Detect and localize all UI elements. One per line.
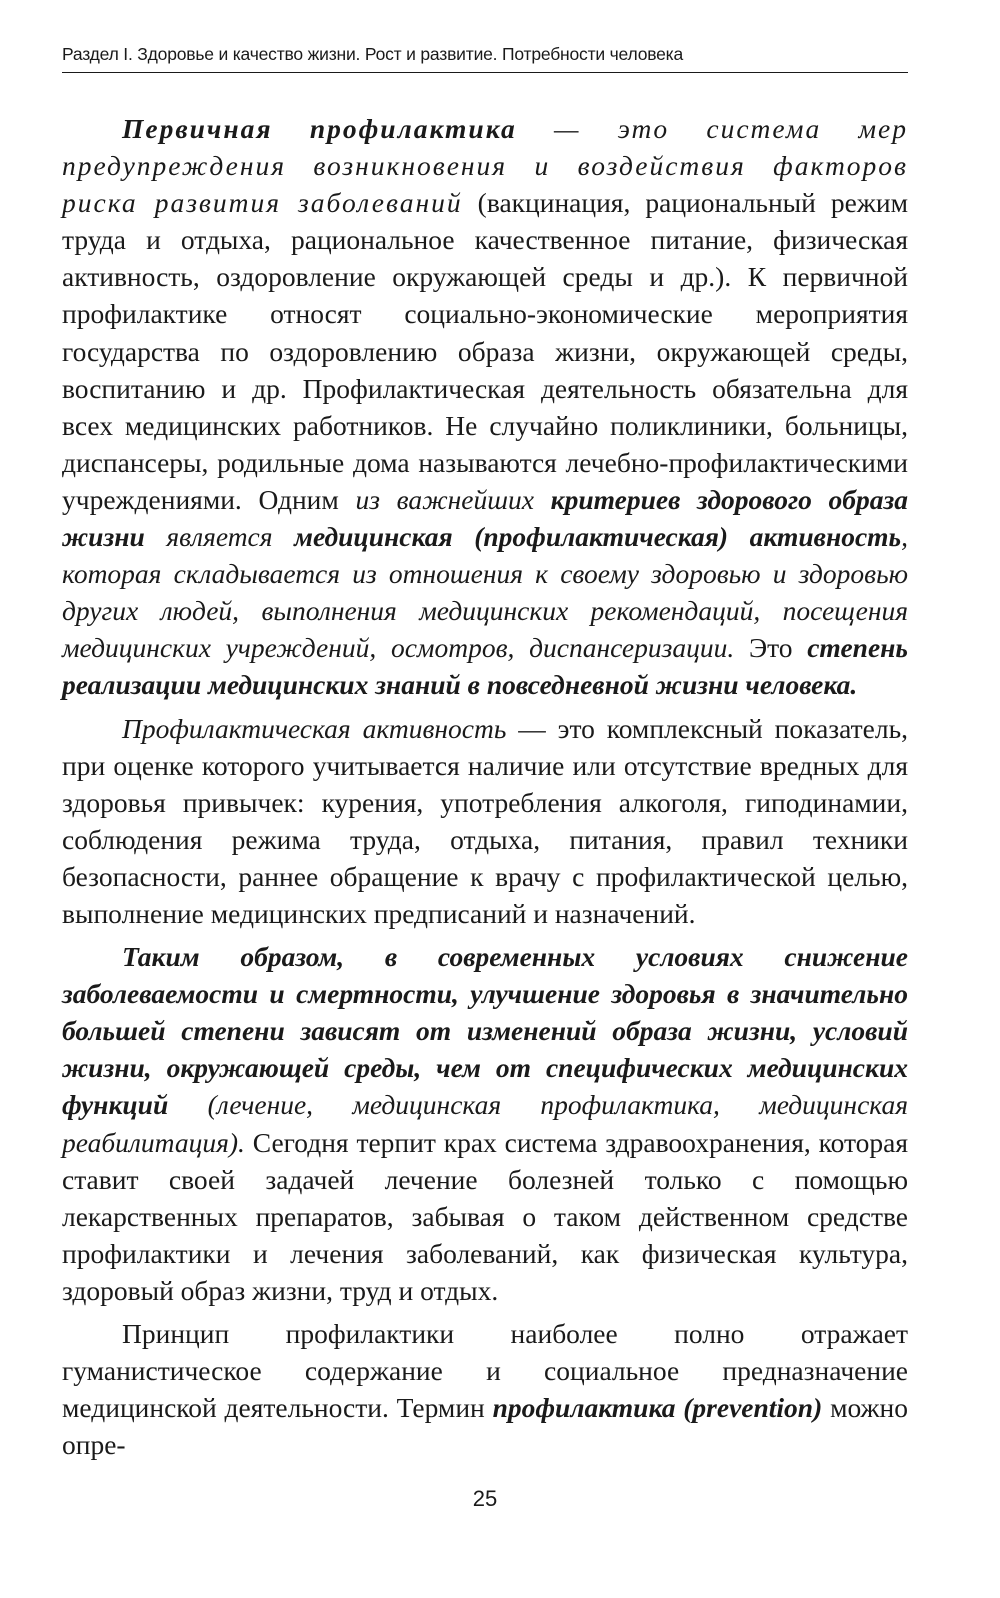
emphasis-conclusion: Таким образом, в современных условиях снижение заболеваемости и смертности, улучшение здоровья в значительно большей степени зависят от изменений образа жизни, условий жизни, окружающей среды, чем от специфических медицинских функций — [62, 941, 908, 1121]
text-run: (вакцинация, рациональный режим труда и отдыха, рациональное качественное питание, физическая активность, оздоровление окружающей среды и др.). К первичной профилактике относят социально-экономические мероприятия государства по оздоровлению образа жизни, окружающей среды, воспитанию и др. Профилактическая деятельность обязательна для всех медицинских работников. Не случайно поликлиники, больницы, диспансеры, родильные дома называются лечебно-профилактическими учреждениями. Одним — [62, 187, 909, 515]
paragraph-preventive-activity — [62, 710, 908, 933]
text-run: Это — [734, 632, 808, 664]
emphasis-criteria: критериев здорового образа жизни — [62, 483, 908, 553]
page-number: 25 — [472, 1486, 498, 1511]
text-run: является — [144, 521, 295, 553]
text-run: Сегодня терпит крах система здравоохранения, которая ставит своей задачей лечение болезней только с помощью лекарственных препаратов, забывая о таком действенном средстве профилактики и лечения заболеваний, как физическая культура, здоровый образ жизни, труд и отдых. — [62, 1126, 908, 1306]
body-text — [62, 110, 908, 1463]
running-header: Раздел I. Здоровье и качество жизни. Рост и развитие. Потребности человека — [62, 44, 684, 64]
text-run: из важнейших — [355, 483, 551, 515]
term-primary-prevention: Первичная профилактика — [122, 113, 517, 144]
text-run: можно опре- — [62, 1392, 908, 1461]
emphasis-knowledge: степень реализации медицинских знаний в повседневной жизни человека. — [62, 632, 908, 701]
definition-text: — это система мер предупреждения возникновения и воздействия факторов риска развития заболеваний — [62, 113, 908, 219]
term-prevention: профилактика (prevention) — [492, 1392, 823, 1424]
term-preventive-activity: Профилактическая активность — [122, 712, 507, 744]
text-run: (лечение, медицинская профилактика, медицинская реабилитация). — [62, 1089, 908, 1158]
text-run: , которая складывается из отношения к своему здоровью и здоровью других людей, выполнения медицинских рекомендаций, посещения медицинских учреждений, осмотров, диспансеризации. — [62, 521, 908, 664]
paragraph-primary-prevention — [62, 110, 908, 704]
text-run: Принцип профилактики наиболее полно отражает гуманистическое содержание и социальное предназначение медицинской деятельности. Термин — [62, 1318, 908, 1424]
header-rule — [62, 72, 908, 73]
emphasis-medical-activity: медицинская (профилактическая) активность — [294, 521, 902, 553]
paragraph-conclusion — [62, 938, 908, 1309]
text-run: — это комплексный показатель, при оценке которого учитывается наличие или отсутствие вредных для здоровья привычек: курения, употребления алкоголя, гиподинамии, соблюдения режима труда, отдыха, питания, правил техники безопасности, раннее обращение к врачу с профилактической целью, выполнение медицинских предписаний и назначений. — [62, 712, 909, 929]
paragraph-principle — [62, 1315, 908, 1463]
